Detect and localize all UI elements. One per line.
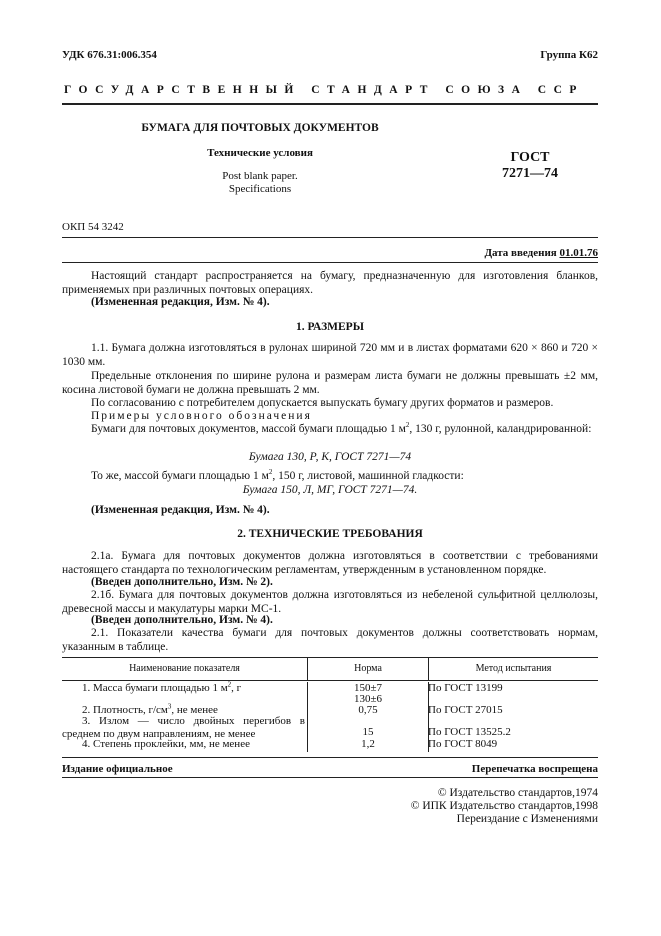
scope-amendment: (Измененная редакция, Изм. № 4). — [91, 296, 270, 308]
clause-deviations: Предельные отклонения по ширине рулона и размерам листа бумаги не должны превышать ±2 мм, косина листовой бумаги не должна превышать 2 мм. — [62, 370, 598, 396]
table-bottom-rule — [62, 757, 598, 758]
clause-other-formats: По согласованию с потребителем допускается выпускать бумагу других форматов и размеров. — [91, 397, 554, 409]
document-subtitle: Технические условия — [207, 147, 313, 159]
method-value: По ГОСТ 13199 — [428, 682, 503, 694]
method-value: По ГОСТ 8049 — [428, 738, 498, 750]
clause-1-1: 1.1. Бумага должна изготовляться в рулонах шириной 720 мм и в листах форматами 620 × 860 и 720 × 1030 мм. — [62, 342, 598, 368]
section-1-heading: 1. РАЗМЕРЫ — [296, 321, 364, 333]
reprint-prohibited-label: Перепечатка воспрещена — [471, 763, 598, 775]
example-1-description: Бумаги для почтовых документов, массой бумаги площадью 1 $м^2$, 130 г, рулонной, каландрированной: — [91, 421, 592, 435]
table-header-row — [62, 657, 598, 681]
method-value: По ГОСТ 13525.2 — [428, 726, 511, 738]
scope-paragraph: Настоящий стандарт распространяется на бумагу, предназначенную для изготовления бланков, применяемых при различных почтовых операциях. — [62, 270, 598, 296]
gost-label: ГОСТ — [510, 150, 550, 165]
example-heading: Примеры условного обозначения — [91, 410, 312, 422]
gost-number: 7271—74 — [502, 166, 558, 181]
header-rule — [62, 103, 598, 105]
copyright-1998: © ИПК Издательство стандартов,1998 — [410, 800, 598, 812]
norm-value: 150±7 — [353, 682, 383, 694]
quality-table — [62, 657, 598, 681]
norm-value: 1,2 — [361, 738, 375, 750]
table-row: 2. Плотность, $г/см^3$, не менее — [82, 702, 218, 716]
clause-2-1a: 2.1а. Бумага для почтовых документов должна изготовляться в соответствии с требованиями настоящего стандарта по технологическим регламентам, утвержденным в установленном порядке. — [62, 550, 598, 576]
state-standard-banner: ГОСУДАРСТВЕННЫЙ СТАНДАРТ СОЮЗА ССР — [64, 84, 584, 96]
table-row: 3. Излом — число двойных перегибов в среднем по двум направлениям, не менее — [62, 715, 305, 740]
official-edition-label: Издание официальное — [62, 763, 173, 775]
footer-rule — [62, 777, 598, 778]
example-2-description: То же, массой бумаги площадью 1 $м^2$, 150 г, листовой, машинной гладкости: — [91, 468, 464, 482]
group-code: Группа К62 — [540, 49, 598, 61]
section-1-amendment: (Измененная редакция, Изм. № 4). — [91, 504, 270, 516]
table-row: 1. Масса бумаги площадью 1 $м^2$, г — [82, 680, 242, 694]
reissue-note: Переиздание с Изменениями — [456, 813, 598, 825]
document-title: БУМАГА ДЛЯ ПОЧТОВЫХ ДОКУМЕНТОВ — [141, 122, 379, 134]
english-title: Post blank paper. — [222, 170, 298, 182]
okp-rule — [62, 237, 598, 238]
table-row: 4. Степень проклейки, мм, не менее — [82, 738, 250, 750]
clause-2-1: 2.1. Показатели качества бумаги для почтовых документов должны соответствовать нормам, указанным в таблице. — [62, 627, 598, 653]
col-header-norm: Норма — [354, 663, 382, 674]
norm-value: 130±6 — [353, 693, 383, 705]
clause-2-1b-amendment: (Введен дополнительно, Изм. № 4). — [91, 614, 273, 626]
okp-code: ОКП 54 3242 — [62, 221, 124, 233]
method-value: По ГОСТ 27015 — [428, 704, 503, 716]
col-header-method: Метод испытания — [475, 663, 552, 674]
section-2-heading: 2. ТЕХНИЧЕСКИЕ ТРЕБОВАНИЯ — [237, 528, 423, 540]
intro-date-label: Дата введения — [484, 247, 557, 259]
intro-date-value: 01.01.76 — [559, 247, 598, 259]
intro-date-rule — [62, 262, 598, 263]
english-subtitle: Specifications — [228, 183, 292, 195]
example-1-designation: Бумага 130, Р, К, ГОСТ 7271—74 — [248, 451, 412, 463]
example-2-designation: Бумага 150, Л, МГ, ГОСТ 7271—74. — [242, 484, 418, 496]
clause-2-1b: 2.1б. Бумага для почтовых документов должна изготовляться из небеленой сульфитной целлюлозы, древесной массы и макулатуры марки МС-1. — [62, 589, 598, 615]
norm-value: 0,75 — [358, 704, 378, 716]
copyright-1974: © Издательство стандартов,1974 — [437, 787, 598, 799]
clause-2-1a-amendment: (Введен дополнительно, Изм. № 2). — [91, 576, 273, 588]
col-header-indicator: Наименование показателя — [129, 663, 240, 674]
udk-code: УДК 676.31:006.354 — [62, 49, 157, 61]
introduction-date — [484, 247, 598, 260]
norm-value: 15 — [362, 726, 374, 738]
table-body — [62, 682, 598, 752]
